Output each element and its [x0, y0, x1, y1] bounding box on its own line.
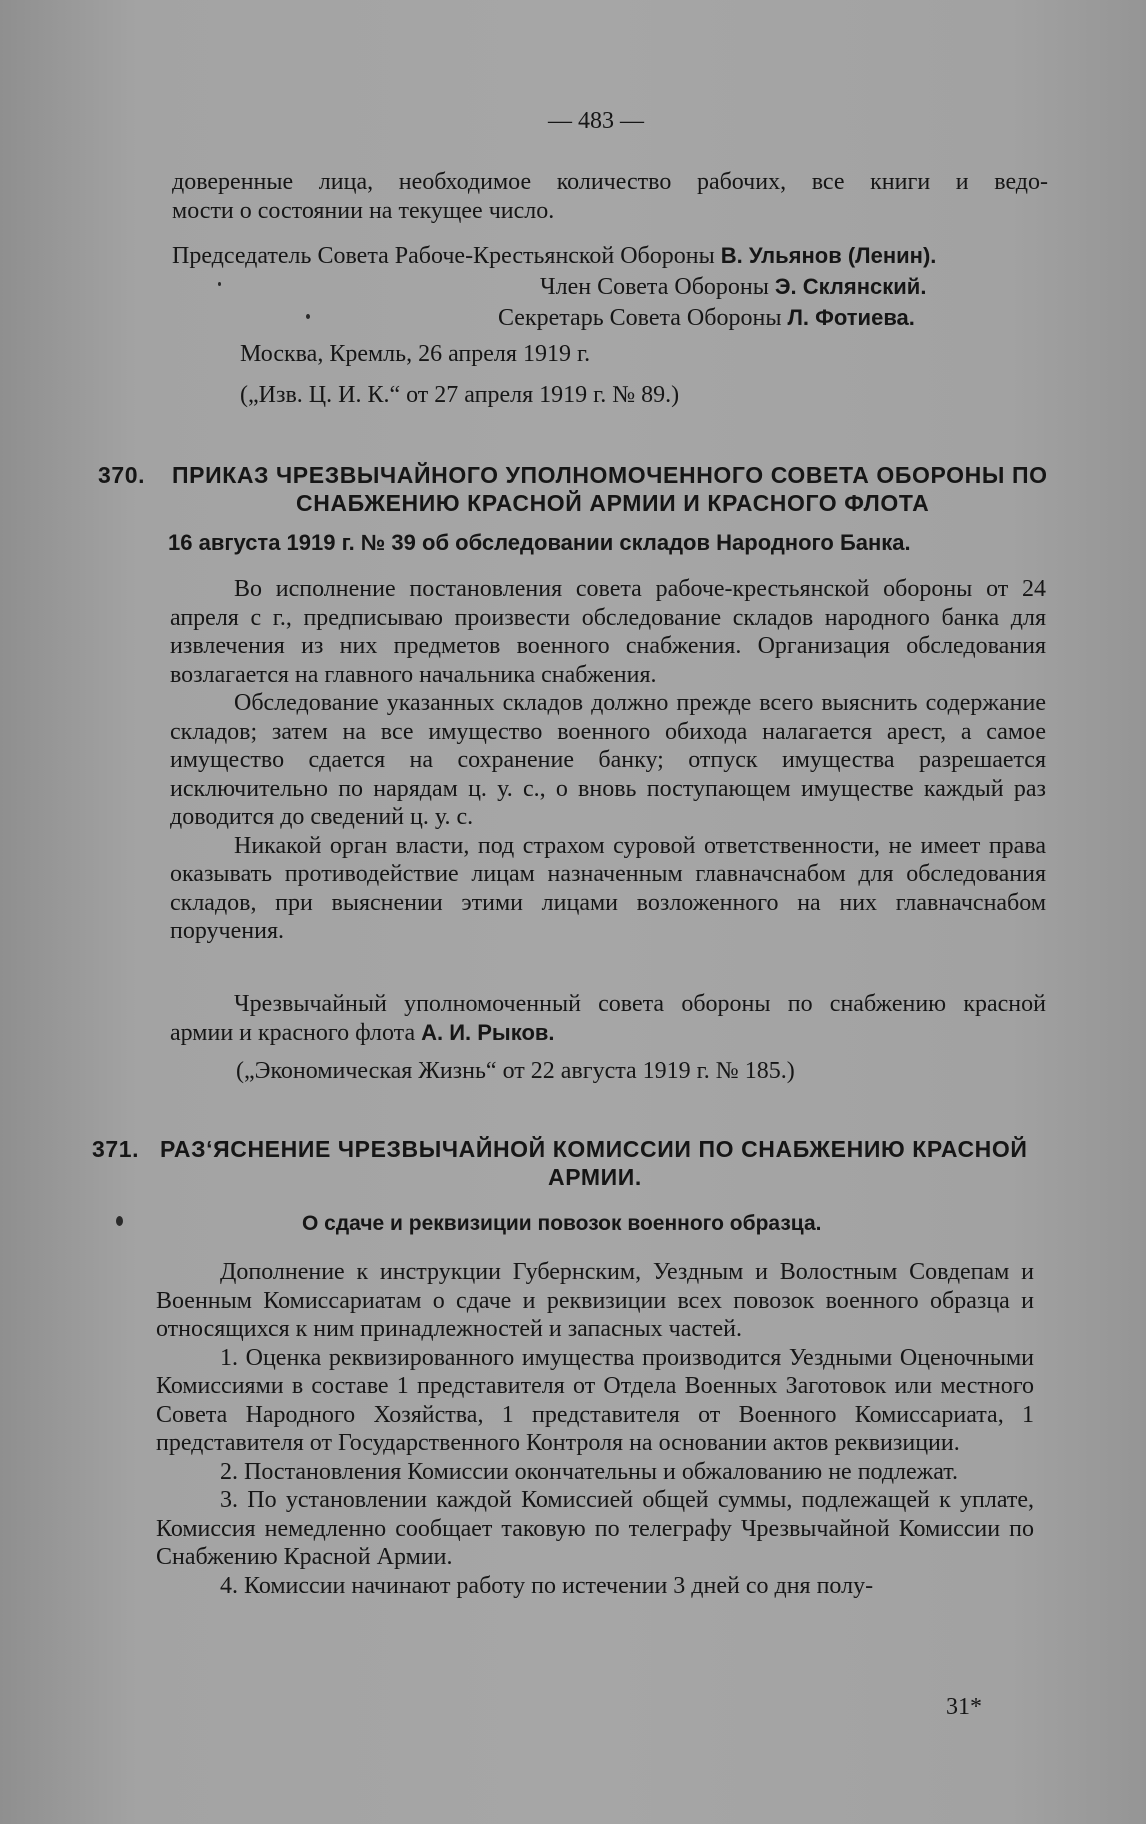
intro-line-1: доверенные лица, необходимое количество рабочих, все книги и ведо-: [172, 169, 1048, 195]
section-370-source: („Экономическая Жизнь“ от 22 августа 1919 г. № 185.): [236, 1058, 795, 1084]
signature-member: [540, 274, 926, 301]
intro-text: [172, 168, 1048, 225]
signature-name: Л. Фотиева.: [787, 305, 915, 330]
ink-speck: [116, 1216, 123, 1226]
page-number: — 483 —: [548, 108, 644, 134]
paragraph: 2. Постановления Комиссии окончательны и обжалованию не подлежат.: [220, 1458, 958, 1485]
section-371-title-line-1: РАЗ‘ЯСНЕНИЕ ЧРЕЗВЫЧАЙНОЙ КОМИССИИ ПО СНАБЖЕНИЮ КРАСНОЙ: [160, 1136, 1028, 1162]
section-371-title-line-2: АРМИИ.: [548, 1164, 642, 1190]
place-date-369: Москва, Кремль, 26 апреля 1919 г.: [240, 341, 591, 367]
signature-role: Председатель Совета Рабоче-Крестьянской Обороны: [172, 243, 715, 269]
section-370-title-line-1: ПРИКАЗ ЧРЕЗВЫЧАЙНОГО УПОЛНОМОЧЕННОГО СОВЕТА ОБОРОНЫ ПО: [172, 462, 1048, 488]
signature-secretary: [498, 305, 915, 332]
signature-role: Чрезвычайный уполномоченный совета обороны по снабжению красной армии и красного флота: [170, 991, 1046, 1046]
paragraph: Дополнение к инструкции Губернским, Уездным и Волостным Совдепам и Военным Комиссариатам о сдаче и реквизиции всех повозок военного образца и относящихся к ним принадлежностей и запасных частей.: [156, 1259, 1034, 1342]
section-370-signature: [170, 990, 1046, 1047]
section-370-body: [170, 575, 1046, 946]
section-370-title-line-2: СНАБЖЕНИЮ КРАСНОЙ АРМИИ И КРАСНОГО ФЛОТА: [296, 490, 930, 516]
section-370-subtitle: 16 августа 1919 г. № 39 об обследовании складов Народного Банка.: [168, 530, 911, 555]
paragraph: 3. По установлении каждой Комиссией общей суммы, подлежащей к уплате, Комиссия немедленно сообщает таковую по телеграфу Чрезвычайной Комиссии по Снабжению Красной Армии.: [156, 1487, 1034, 1570]
paragraph: 4. Комиссии начинают работу по истечении 3 дней со дня полу-: [220, 1572, 874, 1599]
signature-name: В. Ульянов (Ленин).: [720, 243, 937, 268]
source-369: („Изв. Ц. И. К.“ от 27 апреля 1919 г. № 89.): [240, 382, 680, 408]
section-371-subtitle: О сдаче и реквизиции повозок военного образца.: [302, 1212, 822, 1235]
signature-role: Член Совета Обороны: [540, 274, 769, 300]
signature-mark: 31*: [946, 1694, 982, 1720]
paragraph: 1. Оценка реквизированного имущества производится Уездными Оценочными Комиссиями в составе 1 представителя от Отдела Военных Заготовок или местного Совета Народного Хозяйства, 1 представителя от Военного Комиссариата, 1 представителя от Государственного Контроля на основании актов реквизиции.: [156, 1344, 1034, 1456]
signature-name: Э. Склянский.: [774, 274, 927, 299]
signature-name: А. И. Рыков.: [421, 1019, 555, 1045]
signature-chairman: [172, 243, 936, 270]
ink-speck: [306, 314, 310, 319]
signature-text: [170, 990, 1046, 1047]
signature-role: Секретарь Совета Обороны: [498, 305, 782, 331]
ink-speck: [218, 282, 221, 286]
paragraph: Никакой орган власти, под страхом суровой ответственности, не имеет права оказывать противодействие лицам назначенным главначснабом для обследования складов, при выяснении этими лицами возложенного на них главначснабом поручения.: [170, 832, 1046, 944]
paragraph: Во исполнение постановления совета рабоче-крестьянской обороны от 24 апреля с г., предписываю произвести обследование складов народного банка для извлечения из них предметов военного снабжения. Организация обследования возлагается на главного начальника снабжения.: [170, 576, 1046, 688]
section-371-number: 371.: [92, 1136, 140, 1162]
intro-line-2: мости о состоянии на текущее число.: [172, 197, 555, 224]
paragraph: Обследование указанных складов должно прежде всего выяснить содержание складов; затем на все имущество военного обихода налагается арест, а самое имущество сдается на сохранение банку; отпуск имущества разрешается исключительно по нарядам ц. у. с., о вновь поступающем имуществе каждый раз доводится до сведений ц. у. с.: [170, 690, 1046, 830]
section-370-number: 370.: [98, 462, 146, 488]
section-371-body: [156, 1258, 1034, 1600]
